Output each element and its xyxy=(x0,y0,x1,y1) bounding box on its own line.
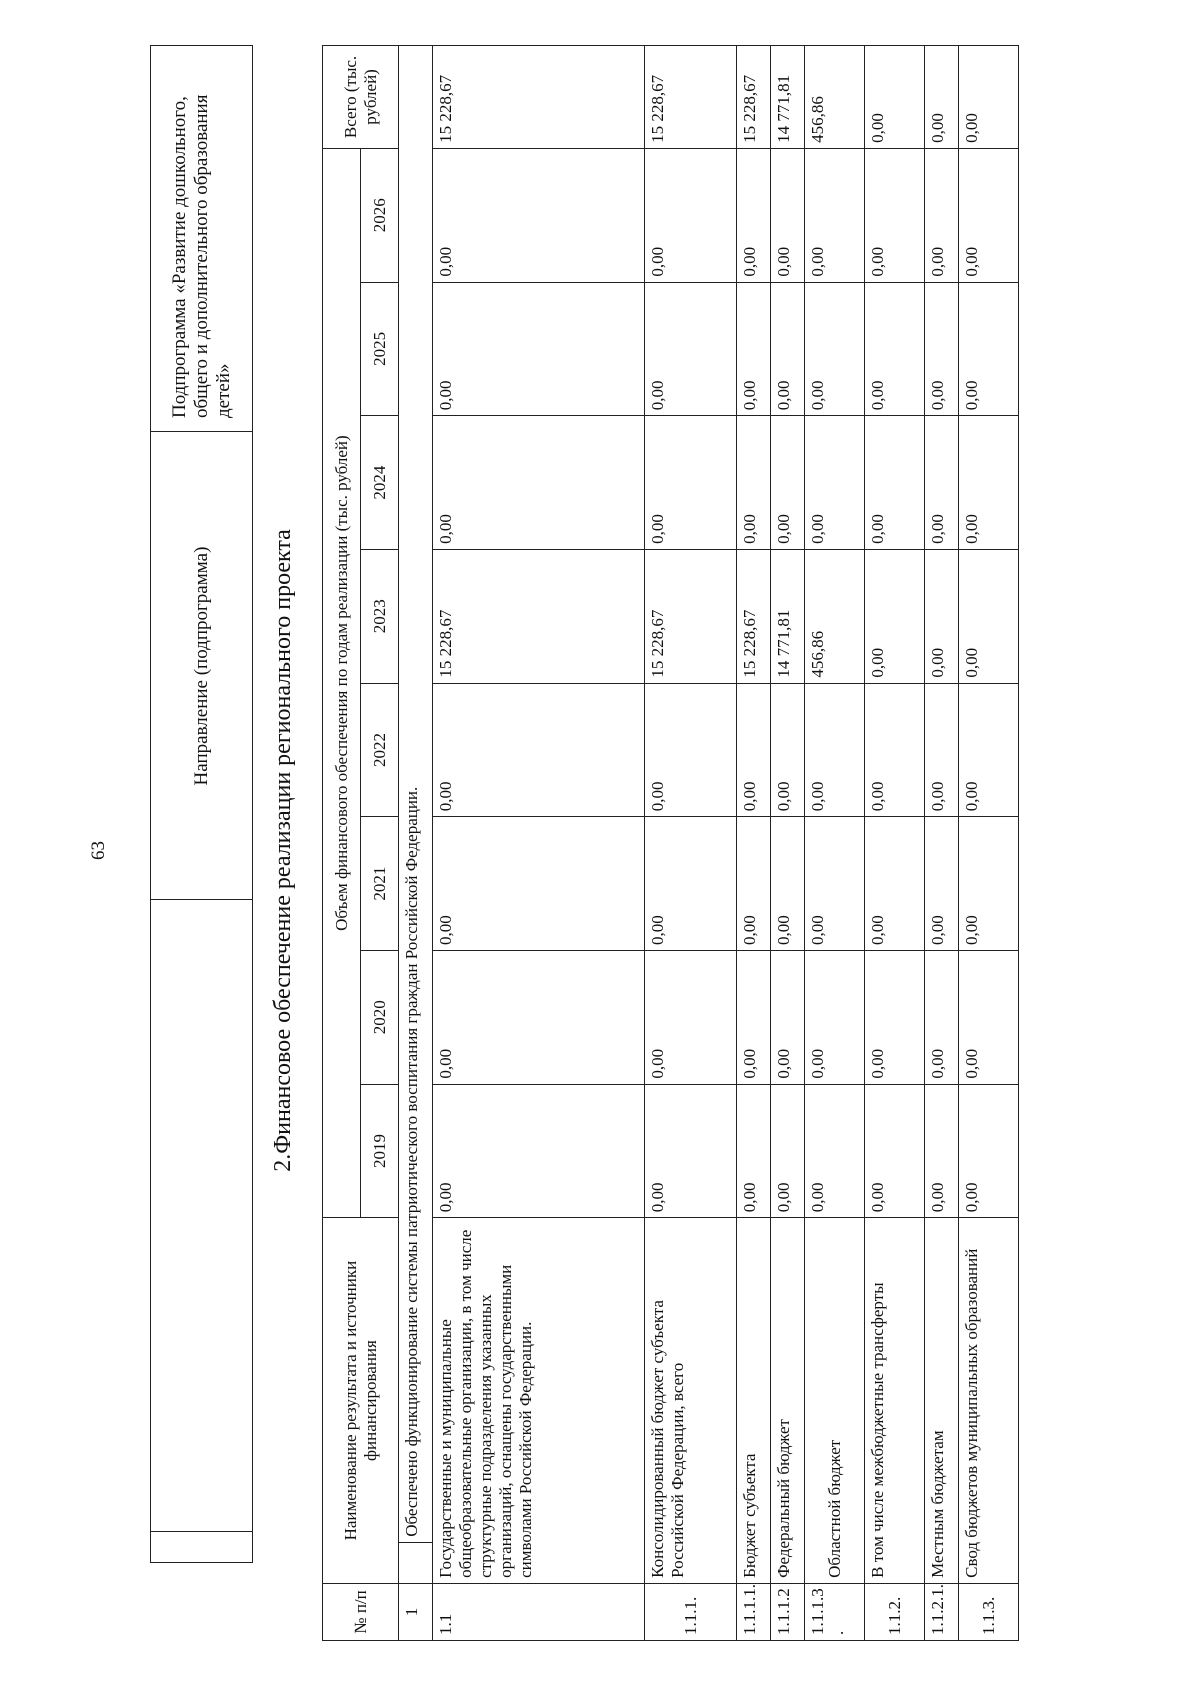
row-value: 0,00 xyxy=(771,148,805,282)
row-total: 15 228,67 xyxy=(433,46,645,149)
row-value: 0,00 xyxy=(959,683,1019,817)
table-row xyxy=(433,46,645,1641)
row-value: 0,00 xyxy=(865,950,925,1084)
row-value: 0,00 xyxy=(433,148,645,282)
row-value: 0,00 xyxy=(433,416,645,550)
row-total: 15 228,67 xyxy=(737,46,771,149)
index-row-num: 1 xyxy=(399,1583,433,1640)
year-header: 2024 xyxy=(361,416,399,550)
row-value: 0,00 xyxy=(959,148,1019,282)
table-row xyxy=(771,46,805,1641)
row-value: 0,00 xyxy=(805,1084,865,1218)
col-header-group: Объем финансового обеспечения по годам реализации (тыс. рублей) xyxy=(323,148,361,1217)
row-value: 0,00 xyxy=(645,416,737,550)
row-value: 15 228,67 xyxy=(433,549,645,683)
row-value: 0,00 xyxy=(925,549,959,683)
row-name: Консолидированный бюджет субъекта Российской Федерации, всего xyxy=(645,1218,737,1584)
row-total: 0,00 xyxy=(959,46,1019,149)
year-header: 2025 xyxy=(361,282,399,416)
row-value: 0,00 xyxy=(805,950,865,1084)
table-row xyxy=(925,46,959,1641)
year-header: 2019 xyxy=(361,1084,399,1218)
financing-table xyxy=(322,45,1019,1641)
header-empty-cell xyxy=(151,899,252,1562)
row-value: 0,00 xyxy=(645,148,737,282)
row-value: 0,00 xyxy=(959,282,1019,416)
row-value: 15 228,67 xyxy=(737,549,771,683)
year-header: 2021 xyxy=(361,817,399,951)
row-value: 0,00 xyxy=(645,817,737,951)
row-name: Государственные и муниципальные общеобразовательные организации, в том числе структурные подразделения указанных организаций, оснащены государственными символами Российской Федерации. xyxy=(433,1218,645,1584)
row-num: 1.1.1.3 . xyxy=(805,1583,865,1640)
row-name: Федеральный бюджет xyxy=(771,1218,805,1584)
row-value: 14 771,81 xyxy=(771,549,805,683)
row-value: 0,00 xyxy=(771,817,805,951)
row-num: 1.1.1.1. xyxy=(737,1583,771,1640)
year-header: 2020 xyxy=(361,950,399,1084)
direction-label: Направление (подпрограмма) xyxy=(151,431,252,900)
table-row xyxy=(959,46,1019,1641)
row-value: 0,00 xyxy=(737,282,771,416)
col-header-name: Наименование результата и источники финансирования xyxy=(323,1218,399,1584)
section-title: 2.Финансовое обеспечение реализации регионального проекта xyxy=(270,529,296,1172)
table-row xyxy=(865,46,925,1641)
row-num: 1.1.2. xyxy=(865,1583,925,1640)
row-value: 0,00 xyxy=(737,416,771,550)
row-num: 1.1.1. xyxy=(645,1583,737,1640)
row-name: Местным бюджетам xyxy=(925,1218,959,1584)
row-value: 0,00 xyxy=(645,1084,737,1218)
year-header: 2022 xyxy=(361,683,399,817)
row-total: 0,00 xyxy=(925,46,959,149)
col-header-num: № п/п xyxy=(323,1583,399,1640)
row-value: 0,00 xyxy=(865,549,925,683)
row-value: 0,00 xyxy=(865,1084,925,1218)
row-value: 0,00 xyxy=(959,416,1019,550)
row-value: 0,00 xyxy=(645,683,737,817)
row-value: 0,00 xyxy=(925,282,959,416)
row-value: 0,00 xyxy=(433,950,645,1084)
row-num: 1.1.3. xyxy=(959,1583,1019,1640)
row-value: 0,00 xyxy=(737,817,771,951)
row-value: 0,00 xyxy=(805,282,865,416)
row-value: 0,00 xyxy=(865,148,925,282)
section-text: Обеспечено функционирование системы патриотического воспитания граждан Российской Федерации. xyxy=(399,46,433,1543)
year-header: 2023 xyxy=(361,549,399,683)
page-number: 63 xyxy=(88,841,109,860)
row-value: 0,00 xyxy=(959,817,1019,951)
header-narrow-cell xyxy=(151,1531,252,1562)
row-value: 0,00 xyxy=(959,549,1019,683)
row-value: 0,00 xyxy=(433,282,645,416)
row-value: 0,00 xyxy=(959,1084,1019,1218)
year-header: 2026 xyxy=(361,148,399,282)
row-value: 0,00 xyxy=(925,683,959,817)
table-row xyxy=(737,46,771,1641)
row-value: 0,00 xyxy=(925,416,959,550)
row-value: 0,00 xyxy=(771,1084,805,1218)
row-name: В том числе межбюджетные трансферты xyxy=(865,1218,925,1584)
row-name: Свод бюджетов муниципальных образований xyxy=(959,1218,1019,1584)
row-value: 0,00 xyxy=(805,416,865,550)
row-name: Бюджет субъекта xyxy=(737,1218,771,1584)
row-value: 0,00 xyxy=(925,148,959,282)
row-value: 0,00 xyxy=(959,950,1019,1084)
row-value: 0,00 xyxy=(737,148,771,282)
row-value: 0,00 xyxy=(925,1084,959,1218)
row-total: 456,86 xyxy=(805,46,865,149)
row-value: 0,00 xyxy=(925,817,959,951)
row-value: 0,00 xyxy=(737,1084,771,1218)
row-value: 0,00 xyxy=(771,950,805,1084)
row-num: 1.1 xyxy=(433,1583,645,1640)
row-value: 0,00 xyxy=(645,950,737,1084)
index-row-empty xyxy=(399,1542,433,1583)
row-value: 0,00 xyxy=(865,817,925,951)
row-value: 0,00 xyxy=(737,683,771,817)
row-value: 0,00 xyxy=(737,950,771,1084)
row-total: 15 228,67 xyxy=(645,46,737,149)
row-value: 0,00 xyxy=(433,683,645,817)
row-value: 0,00 xyxy=(805,817,865,951)
row-value: 456,86 xyxy=(805,549,865,683)
row-num: 1.1.1.2 xyxy=(771,1583,805,1640)
row-total: 14 771,81 xyxy=(771,46,805,149)
row-value: 0,00 xyxy=(865,416,925,550)
row-value: 0,00 xyxy=(771,282,805,416)
row-value: 0,00 xyxy=(645,282,737,416)
row-value: 0,00 xyxy=(805,148,865,282)
table-row xyxy=(805,46,865,1641)
col-header-total: Всего (тыс. рублей) xyxy=(323,46,399,149)
row-value: 0,00 xyxy=(865,683,925,817)
row-value: 0,00 xyxy=(865,282,925,416)
row-name: Областной бюджет xyxy=(805,1218,865,1584)
row-value: 0,00 xyxy=(771,416,805,550)
row-value: 0,00 xyxy=(433,1084,645,1218)
subprogram-text: Подпрограмма «Развитие дошкольного, общего и дополнительного образования детей» xyxy=(168,94,234,418)
row-num: 1.1.2.1. xyxy=(925,1583,959,1640)
row-value: 0,00 xyxy=(805,683,865,817)
row-value: 0,00 xyxy=(771,683,805,817)
row-value: 15 228,67 xyxy=(645,549,737,683)
table-row xyxy=(645,46,737,1641)
header-box xyxy=(150,45,253,1563)
row-total: 0,00 xyxy=(865,46,925,149)
row-value: 0,00 xyxy=(925,950,959,1084)
row-value: 0,00 xyxy=(433,817,645,951)
